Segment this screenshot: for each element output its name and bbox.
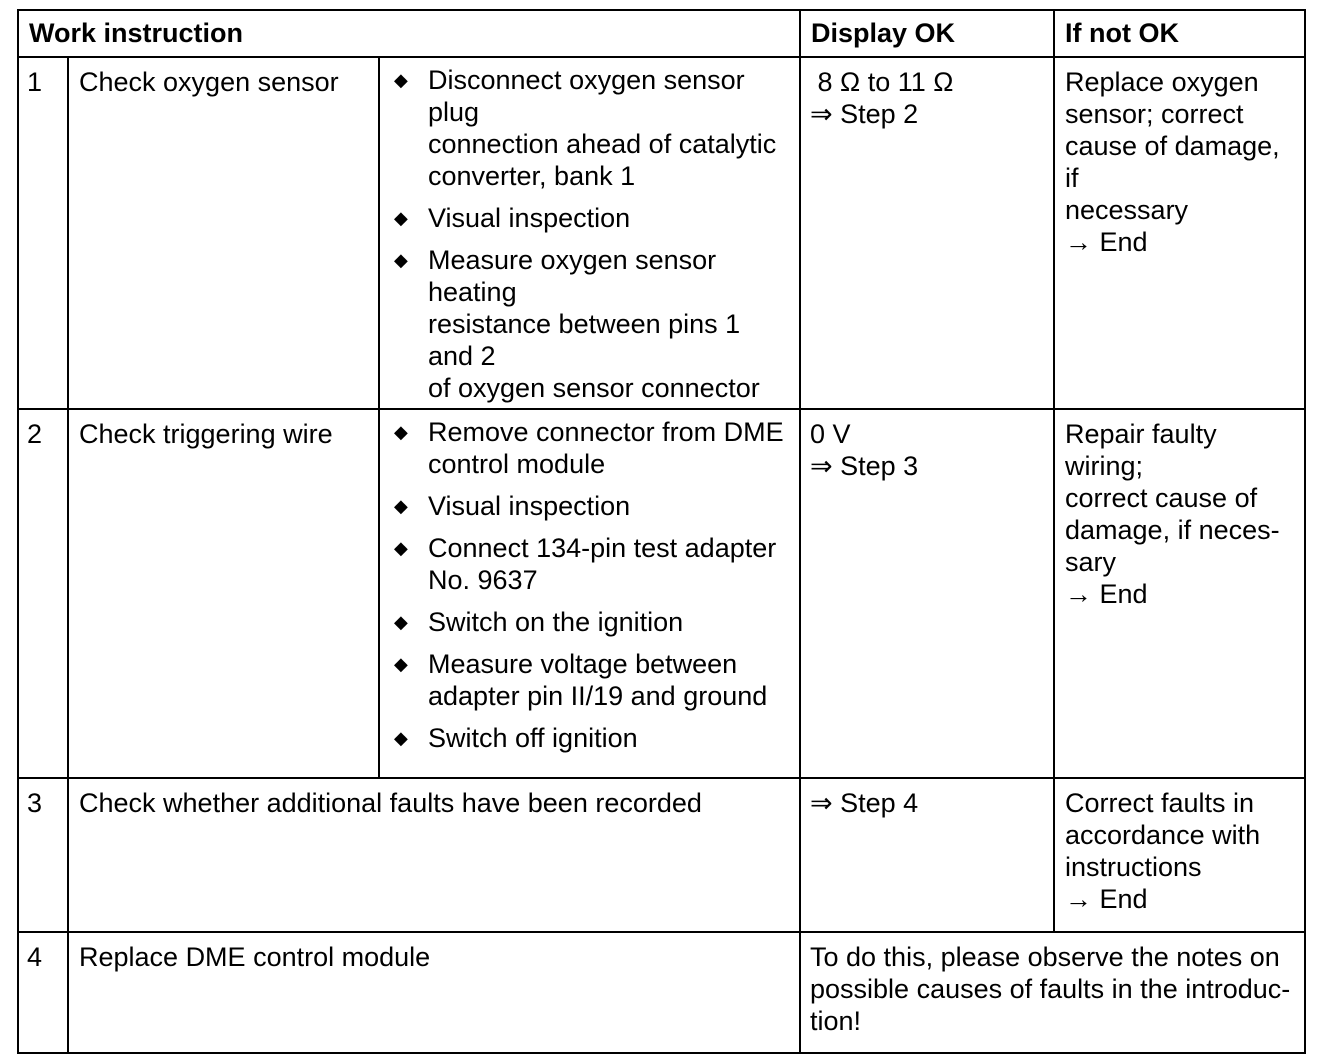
diamond-bullet-icon: ◆ [394,496,408,516]
step-actions [379,57,800,409]
diamond-bullet-icon: ◆ [394,654,408,674]
diamond-bullet-icon: ◆ [394,422,408,442]
step-number: 1 [18,57,68,409]
diamond-bullet-icon: ◆ [394,612,408,632]
list-item: ◆ Visual inspection [394,491,631,521]
list-item: ◆ Disconnect oxygen sensor plug connection ahead of catalytic converter, bank 1 [394,65,777,191]
note-cell: To do this, please observe the notes on possible causes of faults in the introduc- tion! [800,932,1305,1053]
display-ok-cell: ⇒ Step 4 [800,778,1054,932]
table-header-row [18,10,1305,57]
step-title: Check oxygen sensor [68,57,379,409]
table-row [18,932,1305,1053]
list-item: ◆ Connect 134-pin test adapter No. 9637 [394,533,777,595]
header-display-ok: Display OK [800,10,1054,57]
diamond-bullet-icon: ◆ [394,70,408,90]
header-work-instruction: Work instruction [18,10,800,57]
step-number: 3 [18,778,68,932]
list-item: ◆ Visual inspection [394,203,631,233]
if-not-ok-cell: Correct faults in accordance with instructions → End [1054,778,1305,932]
if-not-ok-cell: Replace oxygen sensor; correct cause of damage, if necessary → End [1054,57,1305,409]
work-instruction-table [17,9,1306,1054]
table-row [18,778,1305,932]
diamond-bullet-icon: ◆ [394,728,408,748]
step-number: 2 [18,409,68,778]
list-item: ◆ Measure oxygen sensor heating resistance between pins 1 and 2 of oxygen sensor connector [394,245,760,403]
step-title: Check triggering wire [68,409,379,778]
diamond-bullet-icon: ◆ [394,250,408,270]
display-ok-cell: 0 V ⇒ Step 3 [800,409,1054,778]
step-actions [379,409,800,778]
table-row [18,57,1305,409]
list-item: ◆ Switch off ignition [394,723,638,753]
display-ok-cell: 8 Ω to 11 Ω ⇒ Step 2 [800,57,1054,409]
step-title: Check whether additional faults have been recorded [68,778,800,932]
header-if-not-ok: If not OK [1054,10,1305,57]
diamond-bullet-icon: ◆ [394,208,408,228]
table-row [18,409,1305,778]
step-number: 4 [18,932,68,1053]
list-item: ◆ Measure voltage between adapter pin II/19 and ground [394,649,768,711]
if-not-ok-cell: Repair faulty wiring; correct cause of damage, if neces- sary → End [1054,409,1305,778]
list-item: ◆ Remove connector from DME control module [394,417,784,479]
diamond-bullet-icon: ◆ [394,538,408,558]
list-item: ◆ Switch on the ignition [394,607,684,637]
step-title: Replace DME control module [68,932,800,1053]
